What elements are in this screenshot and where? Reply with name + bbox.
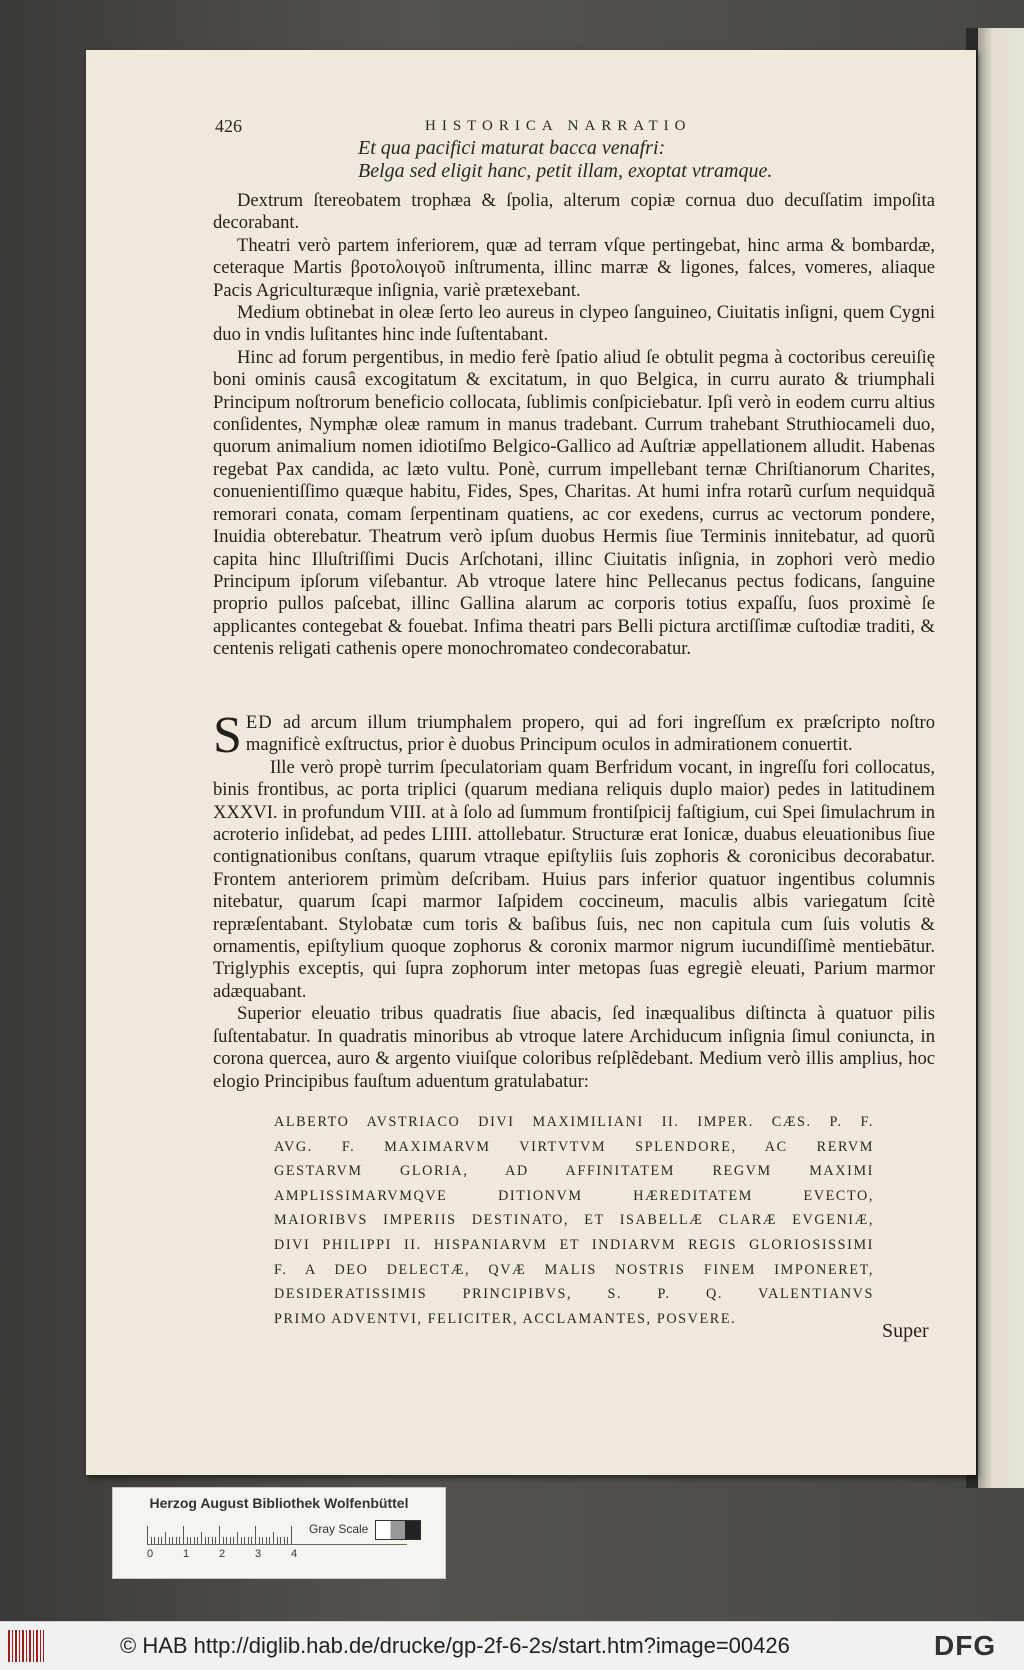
ruler-tick — [226, 1537, 227, 1544]
lead-small-caps: ED — [245, 712, 273, 733]
paragraph: Ille verò propè turrim ſpeculatoriam quam Berfridum vocant, in ingreſſu fori collocatus, binis frontibus, ac porta triplici (quarum mediana reliquis duplo maior) pedes in latitudinem XXXVI. in profundum VIII. at à ſolo ad ſummum frontiſpicij faſtigium, cui Spei ſimulachrum in acroterio inſidebat, ad pedes LIIII. attollebatur. Structuræ erat Ionicæ, duabus eleuationibus ſiue contignationibus conſtans, quarum vtraque epiſtyliis ſuis zophoris & coronicibus decorabatur. Frontem anteriorem primùm deſcribam. Huius pars inferior quatuor ingentibus columnis nitebatur, quarum ſcapi marmor Iaſpidem coccineum, maculis albis variegatum ſcitè repræſentabant. Stylobatæ cum toris & baſibus ſuis, nec non capitula cum ſuis volutis & ornamentis, epiſtylium quoque zophorus & coronix marmor nigrum iucundiſſimè mentiebātur. Triglyphis exceptis, qui ſupra zophorum inter metopas ſuas egregiè eleuati, Parium marmor adæquabant. — [213, 756, 935, 1002]
verse-line-1: Et qua pacifici maturat bacca venafri: — [358, 137, 666, 159]
ruler-tick — [277, 1537, 278, 1544]
gray-scale-label: Gray Scale — [309, 1522, 369, 1536]
inscription-line: MAIORIBVS IMPERIIS DESTINATO, ET ISABELLÆ CLARÆ EVGENIÆ, — [274, 1212, 874, 1229]
inscription-line: DIVI PHILIPPI II. HISPANIARVM ET INDIARVM REGIS GLORIOSISSIMI — [274, 1236, 874, 1253]
ruler-tick — [190, 1537, 191, 1544]
ruler-tick — [201, 1532, 202, 1544]
ruler-tick — [147, 1526, 148, 1544]
barcode-icon — [8, 1630, 44, 1662]
ruler-tick — [280, 1537, 281, 1544]
inscription-block — [274, 1110, 874, 1331]
ruler-tick — [233, 1537, 234, 1544]
ruler-tick — [176, 1537, 177, 1544]
inscription-line: DESIDERATISSIMIS PRINCIPIBVS, S. P. Q. VALENTIANVS — [274, 1286, 874, 1303]
ruler-tick — [262, 1537, 263, 1544]
paragraph: Theatri verò partem inferiorem, quæ ad terram vſque pertingebat, hinc arma & bombardæ, ceteraque Martis βροτολοιγοῦ inſtrumenta, illinc marræ & ligones, falces, vomeres, aliaque Pacis Agriculturæque inſignia, variè prætexebant. — [213, 234, 935, 301]
gray-scale-swatch — [375, 1520, 421, 1540]
verse-line-2: Belga sed eligit hanc, petit illam, exoptat vtramque. — [358, 160, 773, 182]
ruler-tick — [219, 1526, 220, 1544]
text-block-1 — [213, 190, 935, 661]
footer-bar — [0, 1621, 1024, 1670]
opening-paragraph — [213, 707, 935, 764]
paragraph: Medium obtinebat in oleæ ſerto leo aureus in clypeo ſanguineo, Ciuitatis inſigni, quem Cygni duo in vndis luſitantes hinc inde ſuſtentabant. — [213, 302, 935, 346]
ruler-number: 2 — [219, 1548, 226, 1560]
dfg-logo: DFG — [934, 1630, 997, 1661]
running-title: HISTORICA NARRATIO — [425, 118, 692, 134]
ruler-tick — [269, 1537, 270, 1544]
ruler-baseline — [147, 1544, 407, 1545]
inscription-line: F. A DEO DELECTÆ, QVÆ MALIS NOSTRIS FINEM IMPONERET, — [274, 1261, 874, 1278]
folio-number: 426 — [215, 116, 242, 136]
ruler-title: Herzog August Bibliothek Wolfenbüttel — [149, 1495, 409, 1511]
ruler-number: 3 — [255, 1548, 262, 1560]
inscription-line: AVG. F. MAXIMARVM VIRTVTVM SPLENDORE, AC RERVM — [274, 1138, 874, 1155]
color-ruler — [112, 1487, 446, 1579]
ruler-tick — [230, 1537, 231, 1544]
ruler-tick — [187, 1537, 188, 1544]
ruler-tick — [165, 1532, 166, 1544]
ruler-tick — [266, 1537, 267, 1544]
ruler-tick — [205, 1537, 206, 1544]
ruler-tick — [248, 1537, 249, 1544]
ruler-number: 4 — [291, 1548, 298, 1560]
ruler-tick — [237, 1532, 238, 1544]
ruler-tick — [291, 1526, 292, 1544]
ruler-tick — [169, 1537, 170, 1544]
paragraph: Dextrum ſtereobatem trophæa & ſpolia, alterum copiæ cornua duo decuſſatim impoſita decorabant. — [213, 190, 935, 234]
ruler-tick — [158, 1537, 159, 1544]
ruler-tick — [194, 1537, 195, 1544]
ruler-tick — [183, 1526, 184, 1544]
ruler-tick — [151, 1537, 152, 1544]
opening-text: ad arcum illum triumphalem propero, qui ad fori ingreſſum ex præſcripto noſtro magnificè exſtructus, prior è duobus Principum oculos in admirationem conuertit. — [245, 712, 935, 756]
paragraph: Hinc ad forum pergentibus, in medio ferè ſpatio aliud ſe obtulit pegma à coctoribus cereuiſię boni ominis causâ excogitatum & excitatum, in quo Belgica, in curru aurato & triumphali Principum noſtrorum beneficio collocata, ſublimis conſpiciebatur. Ipſi verò in eodem curru altius conſidentes, Nymphæ oleæ ramum in manus tradebant. Currum trahebant Struthiocameli duo, quorum animalium nomen idiotiſmo Belgico-Gallico ad Auſtriæ appellationem alludit. Habenas regebat Pax candida, ac læto vultu. Ponè, currum impellebant ternæ Chriſtianorum Charites, conuenientiſſimo quæque habitu, Fides, Spes, Charitas. At humi infra rotarũ curſum nequidquã remorari conata, comam ſerpentinam quatiens, ac cor exedens, currus ac vectorum pondere, Inuidia obterebatur. Theatrum verò ipſum duobus Hermis ſiue Terminis innitebatur, ad quorũ capita hinc Illuſtriſſimi Ducis Arſchotani, illinc Ciuitatis inſignia, in zophori verò medio Principum ipſorum viſebantur. Ab vtroque latere hinc Pellecanus pectus fodicans, ſanguine proprio pullos paſcebat, illinc Gallina alarum ac corporis totius expaſſu, ſuos proximè ſe applicantes contegebat & fouebat. Infima theatri pars Belli pictura arctiſſimæ cuſtodiæ traditi, & centenis religati cathenis opere monochromateo condecorabatur. — [213, 346, 935, 660]
paragraph: Superior eleuatio tribus quadratis ſiue abacis, ſed inæqualibus diſtincta à quatuor pilis ſuſtentabatur. In quadratis minoribus ab vtroque latere Archiducum inſignia ſimul coniuncta, in corona quercea, auro & argento viuiſque coloribus reſplẽdebant. Medium verò illis amplius, hoc elogio Principibus fauſtum aduentum gratulabatur: — [213, 1003, 935, 1092]
ruler-tick — [208, 1537, 209, 1544]
ruler-tick — [244, 1537, 245, 1544]
text-block-2 — [213, 707, 935, 1093]
inscription-line: GESTARVM GLORIA, AD AFFINITATEM REGVM MAXIMI — [274, 1163, 874, 1180]
inscription-line: AMPLISSIMARVMQVE DITIONVM HÆREDITATEM EVECTO, — [274, 1187, 874, 1204]
ruler-tick — [223, 1537, 224, 1544]
ruler-tick — [255, 1526, 256, 1544]
ruler-tick — [287, 1537, 288, 1544]
ruler-tick — [161, 1537, 162, 1544]
footer-url[interactable]: © HAB http://diglib.hab.de/drucke/gp-2f-6-2s/start.htm?image=00426 — [120, 1633, 790, 1658]
running-head — [215, 116, 975, 138]
ruler-number: 0 — [147, 1548, 154, 1560]
ruler-tick — [154, 1537, 155, 1544]
ruler-tick — [259, 1537, 260, 1544]
inscription-line: ALBERTO AVSTRIACO DIVI MAXIMILIANI II. IMPER. CÆS. P. F. — [274, 1114, 874, 1130]
ruler-tick — [172, 1537, 173, 1544]
ruler-tick — [212, 1537, 213, 1544]
ruler-tick — [284, 1537, 285, 1544]
ruler-tick — [251, 1537, 252, 1544]
facing-page-edge — [976, 28, 1024, 1488]
ruler-tick — [241, 1537, 242, 1544]
inscription-line: PRIMO ADVENTVI, FELICITER, ACCLAMANTES, POSVERE. — [274, 1310, 737, 1327]
ruler-tick — [273, 1532, 274, 1544]
ruler-number: 1 — [183, 1548, 190, 1560]
drop-cap: S — [213, 707, 242, 764]
catchword: Super — [882, 1320, 929, 1342]
ruler-tick — [215, 1537, 216, 1544]
ruler-tick — [197, 1537, 198, 1544]
ruler-tick — [179, 1537, 180, 1544]
